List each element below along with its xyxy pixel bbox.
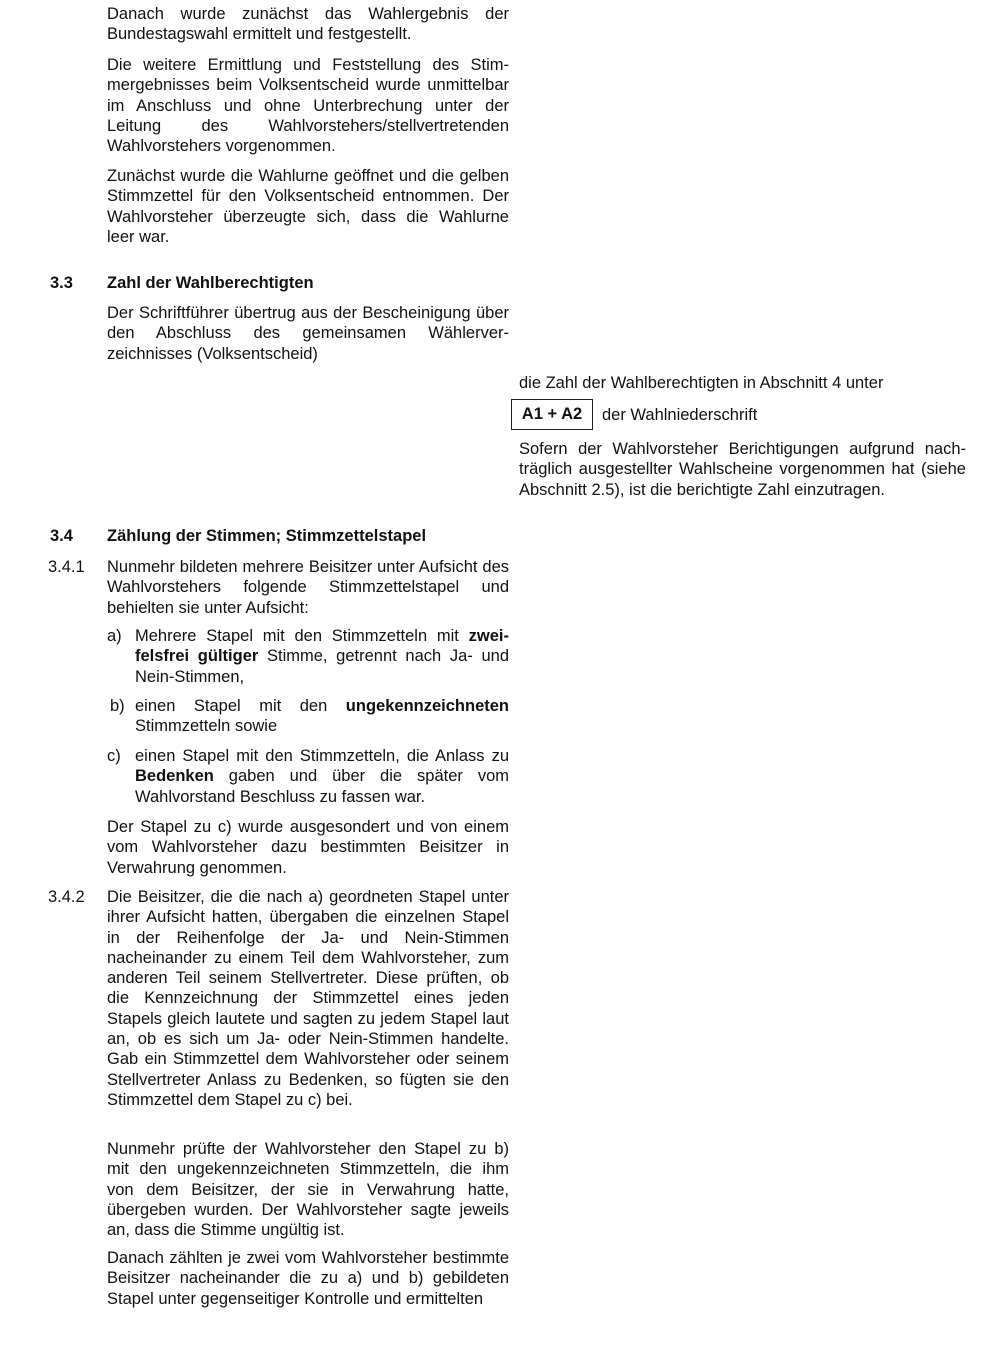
intro-paragraph-1: Danach wurde zunächst das Wahlergebnis der Bundestagswahl ermittelt und festgestellt. xyxy=(107,5,509,44)
section-3-3-number: 3.3 xyxy=(50,274,73,292)
list-item-text: einen Stapel mit den xyxy=(135,697,346,715)
field-code-suffix: der Wahlniederschrift xyxy=(602,406,758,424)
list-item-marker: c) xyxy=(107,747,121,765)
section-3-3-right-line: die Zahl der Wahlberechtigten in Abschnitt 4 unter xyxy=(519,374,884,392)
list-item-emphasis: Bedenken xyxy=(135,767,214,786)
list-item-marker: a) xyxy=(107,627,122,645)
intro-paragraph-3: Zunächst wurde die Wahlurne geöffnet und die gelben Stimmzettel für den Volksentscheid entnommen. Der Wahlvorsteher überzeugte sich, dass die Wahlurne leer war. xyxy=(107,167,509,246)
section-3-3-right-note: Sofern der Wahlvorsteher Berichtigungen aufgrund nachträglich ausgestellter Wahlscheine vorgenommen hat (siehe Abschnitt 2.5), ist die berichtigte Zahl einzutragen. xyxy=(519,440,966,499)
subsection-3-4-2-paragraph-2: Nunmehr prüfte der Wahlvorsteher den Stapel zu b) mit den ungekennzeichneten Stimmzetteln, die ihm von dem Beisitzer, der sie in Verwahrung hatte, übergeben wurden. Der Wahlvorsteher sagte jeweils an, dass die Stimme ungültig ist. xyxy=(107,1140,509,1240)
subsection-3-4-2-paragraph-1: Die Beisitzer, die die nach a) geordneten Stapel unter ihrer Aufsicht hatten, übergaben die einzelnen Stapel in der Reihenfolge der Ja- und Nein-Stimmen nacheinander zu einem Teil dem Wahlvorsteher, zum anderen Teil seinem Stellvertreter. Diese prüften, ob die Kennzeichnung der Stimmzettel eines jeden Stapels gleich lautete und sagten zu jedem Stapel laut an, ob es sich um Ja- oder Nein-Stimmen handelte. Gab ein Stimmzettel dem Wahlvorsteher oder seinem Stellvertreter Anlass zu Bedenken, so fügten sie den Stimmzettel dem Stapel zu c) bei. xyxy=(107,888,509,1109)
list-item-emphasis: ungekennzeichneten xyxy=(345,697,509,715)
list-item-text: gaben und über die später vom Wahlvorstand Beschluss zu fassen war. xyxy=(135,767,509,806)
list-item-marker: b) xyxy=(110,697,125,715)
section-3-3-body: Der Schriftführer übertrug aus der Bescheinigung über den Abschluss des gemeinsamen Wählerverzeichnisses (Volksentscheid) xyxy=(107,304,509,363)
subsection-3-4-2-number: 3.4.2 xyxy=(48,888,85,906)
list-item-emphasis: zweifelsfrei gültiger xyxy=(135,627,509,666)
section-3-3-title: Zahl der Wahlberechtigten xyxy=(107,274,314,292)
subsection-3-4-1-number: 3.4.1 xyxy=(48,558,85,576)
subsection-3-4-1-after: Der Stapel zu c) wurde ausgesondert und von einem vom Wahlvorsteher dazu bestimmten Beisitzer in Verwahrung genommen. xyxy=(107,818,509,877)
intro-paragraph-2: Die weitere Ermittlung und Feststellung des Stimmergebnisses beim Volksentscheid wurde unmittelbar im Anschluss und ohne Unterbrechung unter der Leitung des Wahlvorstehers/stellvertretenden Wahlvorstehers vorgenommen. xyxy=(107,56,509,156)
section-3-4-number: 3.4 xyxy=(50,527,73,545)
list-item-text: Stimme, getrennt nach Ja- und Nein-Stimmen, xyxy=(135,647,509,686)
field-code-box: A1 + A2 xyxy=(511,399,593,430)
list-item-text: Stimmzetteln sowie xyxy=(135,717,278,736)
subsection-3-4-2-paragraph-3: Danach zählten je zwei vom Wahlvorsteher bestimmte Beisitzer nacheinander die zu a) und b) gebildeten Stapel unter gegenseitiger Kontrolle und ermittelten xyxy=(107,1249,509,1308)
list-item-text: einen Stapel mit den Stimmzetteln, die Anlass zu xyxy=(135,747,509,765)
subsection-3-4-1-intro: Nunmehr bildeten mehrere Beisitzer unter Aufsicht des Wahlvorstehers folgende Stimmzettelstapel und behielten sie unter Aufsicht: xyxy=(107,558,509,617)
section-3-4-title: Zählung der Stimmen; Stimmzettelstapel xyxy=(107,527,427,545)
list-item-text: Mehrere Stapel mit den Stimmzetteln mit xyxy=(135,627,469,645)
